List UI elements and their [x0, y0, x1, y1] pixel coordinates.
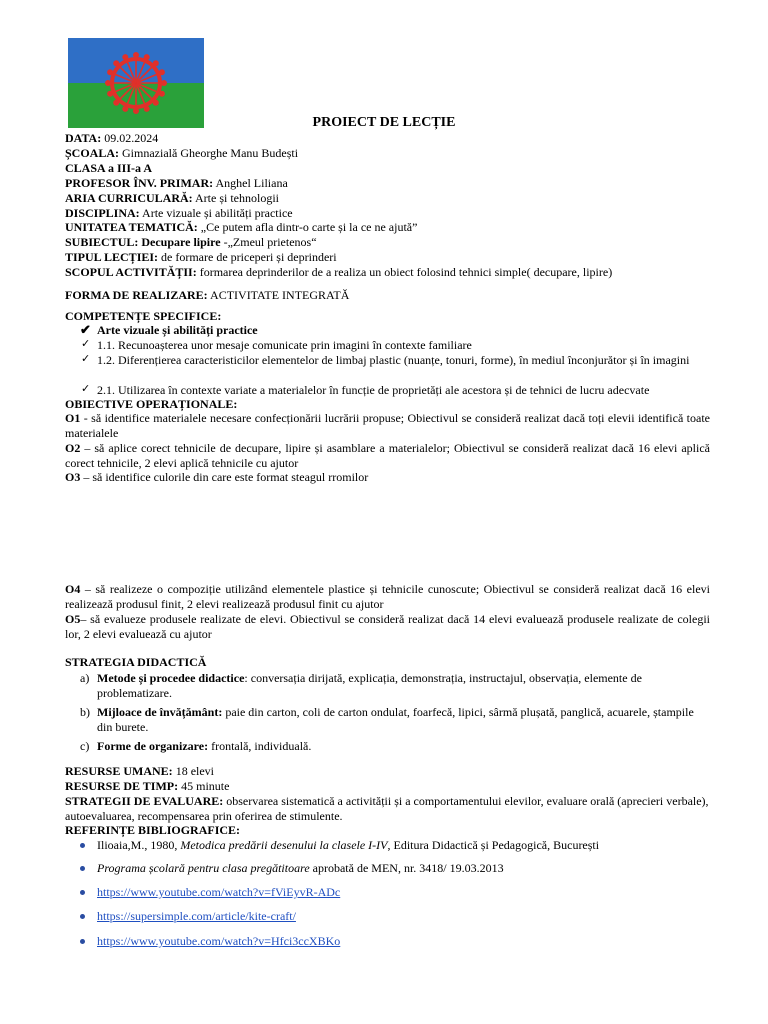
referinte-heading: REFERINȚE BIBLIOGRAFICE: [65, 823, 241, 837]
checkmark-icon: ✓ [81, 353, 91, 365]
competente-heading: COMPETENȚE SPECIFICE: [65, 309, 222, 323]
field-disciplina: DISCIPLINA: Arte vizuale și abilități practice [65, 206, 293, 220]
strategia-item-forme: Forme de organizare: frontală, individuală. [97, 739, 312, 753]
list-marker: a) [80, 671, 90, 685]
reference-link-supersimple[interactable]: https://supersimple.com/article/kite-craft/ [97, 909, 296, 923]
strategia-item-mijloace: Mijloace de învățământ: paie din carton, coli de carton ondulat, foarfecă, lipici, sârmă plușată, panglică, acuarele, ștampile din burete. [97, 705, 694, 734]
competenta-item: 1.2. Diferențierea caracteristicilor elementelor de limbaj plastic (nuanțe, tonuri, forme), în mediul înconjurător și în imagini [97, 353, 690, 367]
checkmark-icon: ✓ [81, 338, 91, 350]
field-resurse-timp: RESURSE DE TIMP: 45 minute [65, 779, 230, 793]
field-tipul-lectiei: TIPUL LECȚIEI: de formare de priceperi și deprinderi [65, 250, 337, 264]
document-title: PROIECT DE LECȚIE [312, 115, 456, 130]
field-forma-de-realizare: FORMA DE REALIZARE: ACTIVITATE INTEGRATĂ [65, 288, 350, 302]
competenta-item: 2.1. Utilizarea în contexte variate a materialelor în funcție de proprietăți ale acestora și de tehnici de lucru adecvate [97, 383, 650, 397]
field-resurse-umane: RESURSE UMANE: 18 elevi [65, 764, 215, 778]
bullet-icon [80, 914, 85, 919]
reference-link-youtube-2[interactable]: https://www.youtube.com/watch?v=Hfci3ccXBKo [97, 934, 341, 948]
field-subiectul: SUBIECTUL: Decupare lipire -„Zmeul prietenos“ [65, 235, 317, 249]
field-scoala: ȘCOALA: Gimnazială Gheorghe Manu Budești [65, 146, 299, 160]
objective-o3: O3 – să identifice culorile din care este format steagul rromilor [65, 470, 369, 484]
competente-subject: Arte vizuale și abilități practice [97, 323, 258, 337]
field-data: DATA: 09.02.2024 [65, 131, 159, 145]
objective-o1: O1 - să identifice materialele necesare confecționării lucrării propuse; Obiectivul se consideră realizat dacă toți elevii identifică toate materialele [65, 411, 710, 440]
field-profesor: PROFESOR ÎNV. PRIMAR: Anghel Liliana [65, 176, 288, 190]
bullet-icon [80, 939, 85, 944]
strategia-item-metode: Metode și procedee didactice: conversația dirijată, explicația, demonstrația, instructajul, observația, elemente de problematizare. [97, 671, 642, 700]
bullet-icon [80, 890, 85, 895]
bullet-icon [80, 843, 85, 848]
objective-o4: O4 – să realizeze o compoziție utilizând elementele plastice și tehnicile cunoscute; Obiectivul se consideră realizat dacă 16 elevi realizează produsul finit, 2 elevi realizează produsul finit cu ajutor [65, 582, 710, 611]
reference-item-ilioaia: Ilioaia,M., 1980, Metodica predării desenului la clasele I-IV, Editura Didactică și Pedagogică, București [97, 838, 600, 852]
list-marker: b) [80, 705, 90, 719]
objective-o5: O5– să evalueze produsele realizate de elevi. Obiectivul se consideră realizat dacă 14 elevi evaluează produsele realizate de colegii lor, 2 elevi evaluează cu ajutor [65, 612, 710, 641]
bullet-icon [80, 866, 85, 871]
checkmark-icon: ✔ [80, 322, 91, 337]
reference-item-programa: Programa școlară pentru clasa pregătitoare aprobată de MEN, nr. 3418/ 19.03.2013 [97, 861, 504, 875]
competenta-item: 1.1. Recunoașterea unor mesaje comunicate prin imagini în contexte familiare [97, 338, 472, 352]
field-scopul-activitatii: SCOPUL ACTIVITĂȚII: formarea deprinderilor de a realiza un obiect folosind tehnici simple( decupare, lipire) [65, 265, 613, 279]
strategia-heading: STRATEGIA DIDACTICĂ [65, 655, 207, 669]
field-clasa: CLASA a III-a A [65, 161, 153, 175]
field-strategii-evaluare: STRATEGII DE EVALUARE: observarea sistematică a activității și a comportamentului elevilor, evaluare orală (aprecieri verbale), autoevaluarea, recompensarea prin oferirea de stimulente. [65, 794, 709, 823]
list-marker: c) [80, 739, 90, 753]
checkmark-icon: ✓ [81, 383, 91, 395]
field-aria-curriculara: ARIA CURRICULARĂ: Arte și tehnologii [65, 191, 279, 205]
obiective-heading: OBIECTIVE OPERAȚIONALE: [65, 397, 238, 411]
field-unitatea-tematica: UNITATEA TEMATICĂ: „Ce putem afla dintr-o carte și la ce ne ajută” [65, 220, 418, 234]
objective-o2: O2 – să aplice corect tehnicile de decupare, lipire și asamblare a materialelor; Obiectivul se consideră realizat dacă 16 elevi aplică corect tehnicile, 2 elevi aplică tehnicile cu ajutor [65, 441, 710, 470]
reference-link-youtube-1[interactable]: https://www.youtube.com/watch?v=fViEyvR-ADc [97, 885, 341, 899]
